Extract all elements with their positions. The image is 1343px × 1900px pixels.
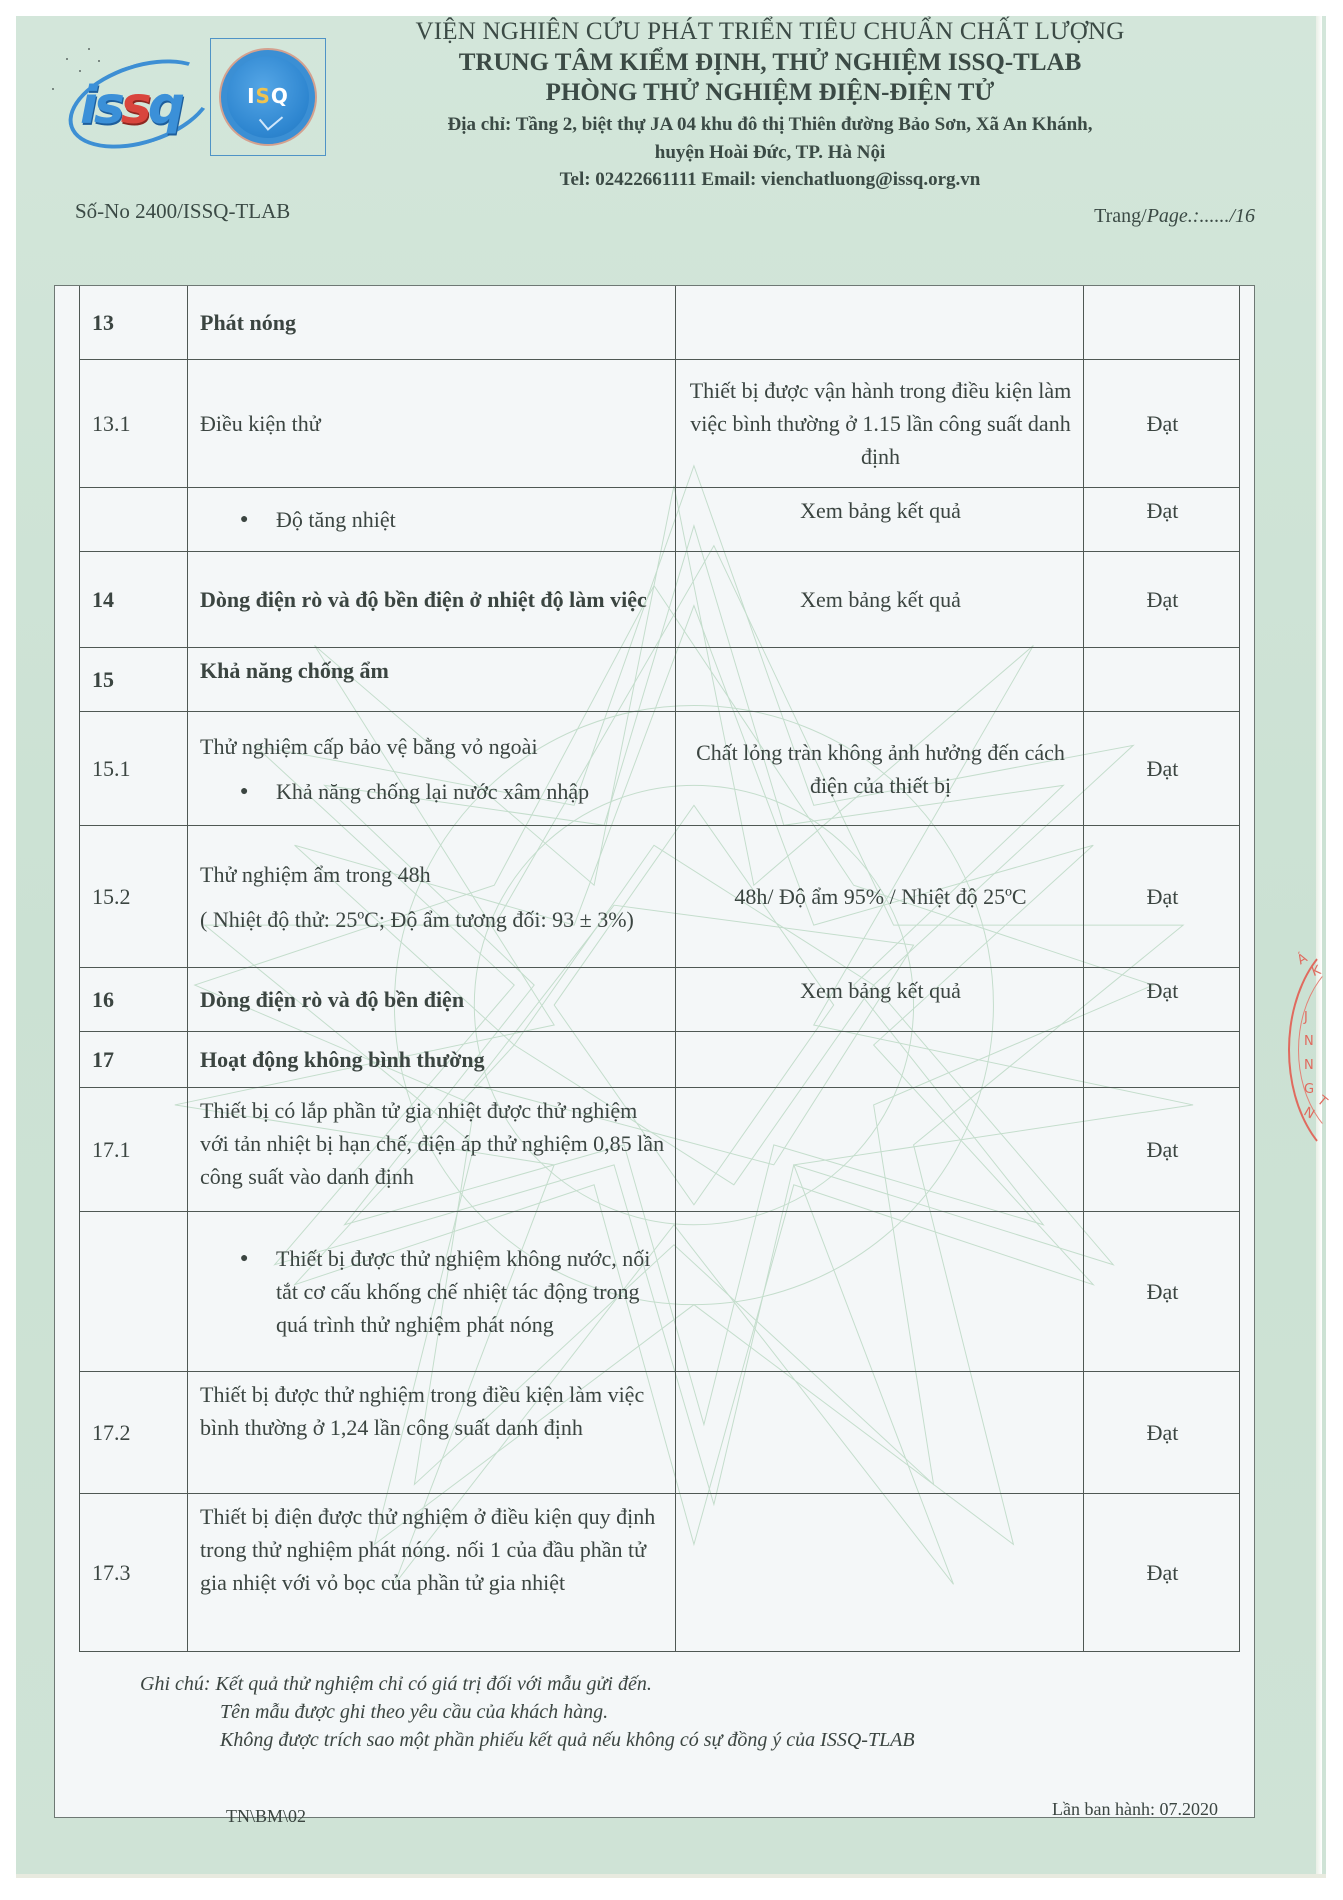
item-name-cell <box>188 826 676 968</box>
stamp-char: K <box>1309 962 1323 981</box>
bullet-icon: ● <box>240 1251 249 1266</box>
table-row <box>80 1494 1240 1652</box>
result <box>1084 286 1240 360</box>
issue-date: Lần ban hành: 07.2020 <box>1052 1799 1218 1819</box>
item-number: 16 <box>80 968 188 1032</box>
table-row <box>80 1032 1240 1088</box>
result: Đạt <box>1084 552 1240 648</box>
item-number: 13.1 <box>80 360 188 488</box>
issq-logo <box>66 56 216 151</box>
note-line-2: Tên mẫu được ghi theo yêu cầu của khách hàng. <box>220 1701 609 1723</box>
item-number: 13 <box>80 286 188 360</box>
institute-name: VIỆN NGHIÊN CỨU PHÁT TRIỂN TIÊU CHUẨN CHẤT LƯỢNG <box>415 18 1125 45</box>
item-name: Thiết bị điện được thử nghiệm ở điều kiện quy định trong thử nghiệm phát nóng. nối 1 của đầu phần tử gia nhiệt với vỏ bọc của phần tử gia nhiệt <box>188 1494 676 1652</box>
item-name: Hoạt động không bình thường <box>188 1032 676 1088</box>
requirement <box>676 648 1084 712</box>
table-row <box>80 488 1240 552</box>
item-number: 17.1 <box>80 1088 188 1212</box>
requirement: 48h/ Độ ẩm 95% / Nhiệt độ 25ºC <box>676 826 1084 968</box>
requirement: Xem bảng kết quả <box>676 552 1084 648</box>
item-number: 15.1 <box>80 712 188 826</box>
page-label: Trang/ <box>1094 205 1147 227</box>
requirement <box>676 1372 1084 1494</box>
result: Đạt <box>1084 1494 1240 1652</box>
result: Đạt <box>1084 1088 1240 1212</box>
table-row <box>80 360 1240 488</box>
page-bottom-edge <box>16 1874 1326 1878</box>
item-number: 17.3 <box>80 1494 188 1652</box>
table-row <box>80 712 1240 826</box>
item-name: Thử nghiệm ẩm trong 48h <box>200 861 431 887</box>
form-code: TN\BM\02 <box>226 1806 307 1826</box>
result: Đạt <box>1084 968 1240 1032</box>
item-number: 15.2 <box>80 826 188 968</box>
result: Đạt <box>1084 1372 1240 1494</box>
lab-name: PHÒNG THỬ NGHIỆM ĐIỆN-ĐIỆN TỬ <box>545 79 995 106</box>
requirement: Xem bảng kết quả <box>676 488 1084 552</box>
table-row <box>80 1212 1240 1372</box>
requirement <box>676 286 1084 360</box>
item-number: 17.2 <box>80 1372 188 1494</box>
item-name: Điều kiện thử <box>188 360 676 488</box>
result: Đạt <box>1084 712 1240 826</box>
item-name: Khả năng chống ẩm <box>188 648 676 712</box>
result: Đạt <box>1084 488 1240 552</box>
requirement <box>676 1212 1084 1372</box>
table-row <box>80 648 1240 712</box>
item-name: Độ tăng nhiệt <box>276 507 396 532</box>
issq-wordmark: issq <box>80 76 181 136</box>
bullet-icon: ● <box>240 783 249 799</box>
stamp-char: N <box>1304 1034 1314 1049</box>
stamp-char: T <box>1314 1093 1330 1110</box>
item-name-cell <box>188 488 676 552</box>
table-row <box>80 1088 1240 1212</box>
item-name: Dòng điện rò và độ bền điện ở nhiệt độ làm việc <box>188 552 676 648</box>
requirement <box>676 1032 1084 1088</box>
note-line-1: Ghi chú: Kết quả thử nghiệm chỉ có giá trị đối với mẫu gửi đến. <box>140 1673 652 1695</box>
note-line-3: Không được trích sao một phần phiếu kết quả nếu không có sự đồng ý của ISSQ-TLAB <box>220 1729 915 1751</box>
stamp-char: Á <box>1294 950 1311 969</box>
item-sub-bullet: Khả năng chống lại nước xâm nhập <box>276 778 590 804</box>
contact-line: Tel: 02422661111 Email: vienchatluong@issq.org.vn <box>559 169 981 190</box>
item-name: Phát nóng <box>188 286 676 360</box>
page-number <box>1000 205 1255 228</box>
center-name: TRUNG TÂM KIỂM ĐỊNH, THỬ NGHIỆM ISSQ-TLAB <box>458 49 1082 76</box>
requirement: Chất lỏng tràn không ảnh hưởng đến cách điện của thiết bị <box>676 712 1084 826</box>
item-name-cell <box>188 1212 676 1372</box>
item-name: Thiết bị có lắp phần tử gia nhiệt được thử nghiệm với tản nhiệt bị hạn chế, điện áp thử nghiệm 0,85 lần công suất vào danh định <box>188 1088 676 1212</box>
table-row <box>80 968 1240 1032</box>
item-number <box>80 488 188 552</box>
address-line-2: huyện Hoài Đức, TP. Hà Nội <box>654 142 886 163</box>
seal-text: ISQ <box>247 84 289 108</box>
table-row <box>80 826 1240 968</box>
address-line-1: Địa chỉ: Tầng 2, biệt thự JA 04 khu đô thị Thiên đường Bảo Sơn, Xã An Khánh, <box>447 114 1093 135</box>
stamp-char: N <box>1300 1104 1317 1123</box>
stamp-char: J <box>1304 1010 1308 1025</box>
table-row <box>80 286 1240 360</box>
item-name-cell <box>188 712 676 826</box>
results-table <box>79 285 1240 1652</box>
item-name: Thiết bị được thử nghiệm trong điều kiện làm việc bình thường ở 1,24 lần công suất danh định <box>188 1372 676 1494</box>
isq-seal-icon <box>219 48 317 146</box>
requirement: Thiết bị được vận hành trong điều kiện làm việc bình thường ở 1.15 lần công suất danh định <box>676 360 1084 488</box>
stamp-char: G <box>1304 1082 1315 1097</box>
content-panel <box>54 285 1255 1818</box>
result: Đạt <box>1084 360 1240 488</box>
table-row <box>80 1372 1240 1494</box>
requirement <box>676 1088 1084 1212</box>
check-mark-icon <box>259 107 283 131</box>
notes-section <box>140 1670 915 1754</box>
bullet-icon: ● <box>240 512 249 527</box>
document-number: Số-No 2400/ISSQ-TLAB <box>75 199 291 223</box>
item-note: ( Nhiệt độ thử: 25ºC; Độ ẩm tương đối: 93 ± 3%) <box>200 906 634 932</box>
item-number: 14 <box>80 552 188 648</box>
item-number: 17 <box>80 1032 188 1088</box>
requirement <box>676 1494 1084 1652</box>
item-number: 15 <box>80 648 188 712</box>
result: Đạt <box>1084 1212 1240 1372</box>
requirement: Xem bảng kết quả <box>676 968 1084 1032</box>
red-stamp-icon <box>1288 930 1343 1170</box>
item-name: Thiết bị được thử nghiệm không nước, nối tắt cơ cấu khống chế nhiệt tác động trong quá trình thử nghiệm phát nóng <box>276 1246 651 1337</box>
item-name: Dòng điện rò và độ bền điện <box>188 968 676 1032</box>
item-number <box>80 1212 188 1372</box>
stamp-char: N <box>1304 1058 1314 1073</box>
header-logos <box>58 38 328 158</box>
result <box>1084 648 1240 712</box>
result <box>1084 1032 1240 1088</box>
isq-seal-frame <box>210 38 326 156</box>
result: Đạt <box>1084 826 1240 968</box>
page-label-italic: Page.:....../16 <box>1146 205 1255 227</box>
table-row <box>80 552 1240 648</box>
item-name: Thử nghiệm cấp bảo vệ bằng vỏ ngoài <box>200 733 538 759</box>
